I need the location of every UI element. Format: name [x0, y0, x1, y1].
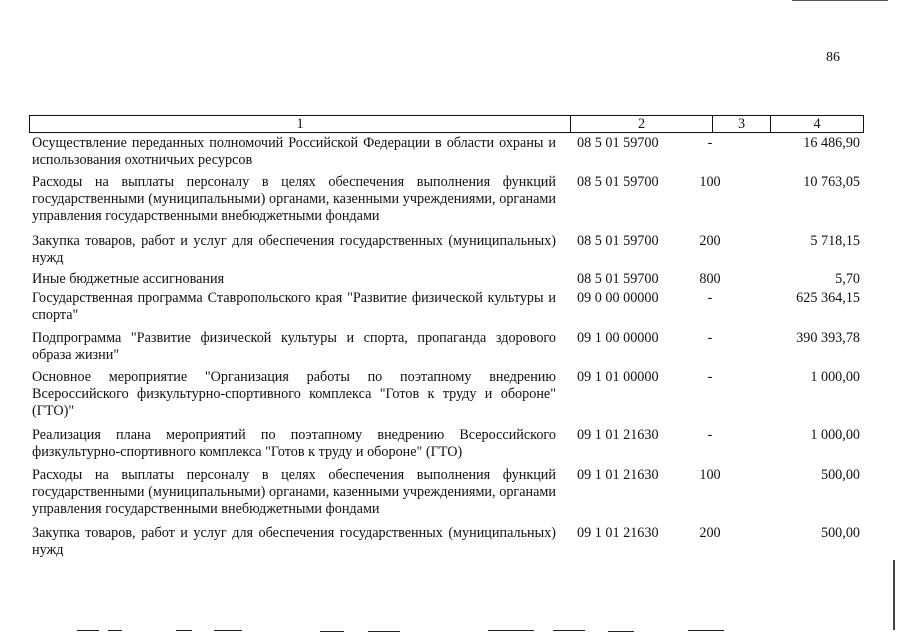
- row-code: 08 5 01 59700: [577, 174, 659, 190]
- row-name: Иные бюджетные ассигнования: [32, 271, 225, 287]
- page-number: 86: [826, 50, 840, 65]
- row-type: -: [707, 330, 713, 346]
- row-code: 09 1 00 00000: [577, 330, 659, 346]
- row-type: 200: [699, 525, 721, 541]
- row-name: Закупка товаров, работ и услуг для обеспечения государственных (муниципальных) нужд: [32, 233, 556, 266]
- row-type: 100: [699, 467, 721, 483]
- row-amount: 16 486,90: [803, 135, 860, 151]
- row-amount: 500,00: [820, 525, 860, 541]
- row-code: 09 1 01 21630: [577, 525, 659, 541]
- row-amount: 1 000,00: [810, 427, 860, 443]
- row-code: 08 5 01 59700: [577, 233, 659, 249]
- row-type: 200: [699, 233, 721, 249]
- header-col-1: 1: [296, 116, 304, 132]
- row-code: 09 1 01 00000: [577, 369, 659, 385]
- row-amount: 500,00: [820, 467, 860, 483]
- scan-artifact-line: [792, 0, 888, 1]
- header-col-4: 4: [813, 116, 821, 132]
- row-code: 09 1 01 21630: [577, 467, 659, 483]
- row-name: Закупка товаров, работ и услуг для обеспечения государственных (муниципальных) нужд: [32, 525, 556, 558]
- row-name: Реализация плана мероприятий по поэтапному внедрению Всероссийского физкультурно-спортивного комплекса "Готов к труду и обороне" (ГТО): [32, 427, 556, 460]
- row-name: Осуществление переданных полномочий Российской Федерации в области охраны и использования охотничьих ресурсов: [32, 135, 556, 168]
- row-code: 08 5 01 59700: [577, 271, 659, 287]
- row-name: Расходы на выплаты персоналу в целях обеспечения выполнения функций государственными (муниципальными) органами, казенными учреждениями, органами управления государственными внебюджетными фондами: [32, 174, 556, 224]
- scan-artifact-line: [893, 560, 895, 630]
- row-name: Государственная программа Ставропольского края "Развитие физической культуры и спорта": [32, 290, 556, 323]
- row-code: 08 5 01 59700: [577, 135, 659, 151]
- row-type: -: [707, 369, 713, 385]
- header-col-2: 2: [637, 116, 646, 132]
- table-header: [29, 115, 864, 133]
- row-amount: 5,70: [835, 271, 860, 287]
- row-type: 100: [699, 174, 721, 190]
- header-col-3: 3: [737, 116, 746, 132]
- row-code: 09 1 01 21630: [577, 427, 659, 443]
- row-name: Основное мероприятие "Организация работы по поэтапному внедрению Всероссийского физкультурно-спортивного комплекса "Готов к труду и обороне" (ГТО)": [32, 369, 556, 419]
- row-type: -: [707, 290, 713, 306]
- row-amount: 5 718,15: [810, 233, 860, 249]
- row-amount: 1 000,00: [810, 369, 860, 385]
- row-amount: 10 763,05: [803, 174, 860, 190]
- row-name: Подпрограмма "Развитие физической культуры и спорта, пропаганда здорового образа жизни": [32, 330, 556, 363]
- row-code: 09 0 00 00000: [577, 290, 659, 306]
- row-amount: 625 364,15: [796, 290, 860, 306]
- row-amount: 390 393,78: [796, 330, 860, 346]
- row-type: -: [707, 135, 713, 151]
- row-type: -: [707, 427, 713, 443]
- row-name: Расходы на выплаты персоналу в целях обеспечения выполнения функций государственными (муниципальными) органами, казенными учреждениями, органами управления государственными внебюджетными фондами: [32, 467, 556, 517]
- row-type: 800: [699, 271, 721, 287]
